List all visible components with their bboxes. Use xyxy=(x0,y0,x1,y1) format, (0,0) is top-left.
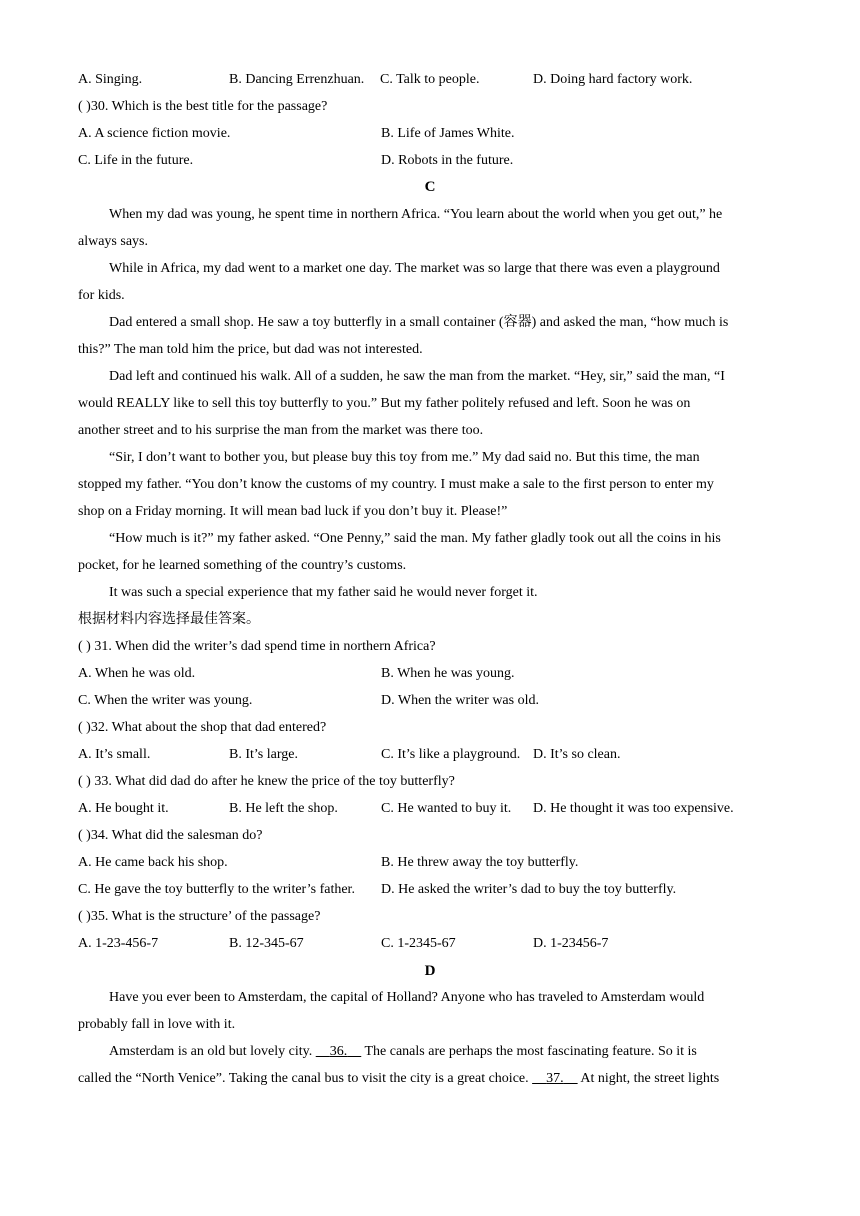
q31-option-d: D. When the writer was old. xyxy=(381,693,539,708)
q33-option-a: A. He bought it. xyxy=(78,801,169,816)
section-c-heading: C xyxy=(424,179,436,195)
passage-c-line: for kids. xyxy=(78,288,125,303)
q29-option-a: A. Singing. xyxy=(78,72,143,87)
q35-question: ( )35. What is the structure’ of the passage? xyxy=(78,909,321,924)
passage-c-line: “How much is it?” my father asked. “One Penny,” said the man. My father gladly took out all the coins in his xyxy=(109,531,721,546)
q34-option-a: A. He came back his shop. xyxy=(78,855,228,870)
q34-question: ( )34. What did the salesman do? xyxy=(78,828,263,843)
passage-d-line: Have you ever been to Amsterdam, the capital of Holland? Anyone who has traveled to Amsterdam would xyxy=(109,990,705,1005)
q33-option-d: D. He thought it was too expensive. xyxy=(533,801,734,816)
passage-c-line: When my dad was young, he spent time in northern Africa. “You learn about the world when you get out,” he xyxy=(109,207,723,222)
q32-option-d: D. It’s so clean. xyxy=(533,747,621,762)
section-d-heading: D xyxy=(424,963,436,979)
passage-d-line: probably fall in love with it. xyxy=(78,1017,236,1032)
blank-37[interactable] xyxy=(532,1071,578,1086)
q29-option-d: D. Doing hard factory work. xyxy=(533,72,693,87)
passage-d-text: called the “North Venice”. Taking the canal bus to visit the city is a great choice. xyxy=(78,1071,529,1086)
passage-c-line: stopped my father. “You don’t know the customs of my country. I must make a sale to the first person to enter my xyxy=(78,477,714,492)
instruction-text: 根据材料内容选择最佳答案。 xyxy=(78,612,260,627)
q35-option-d: D. 1-23456-7 xyxy=(533,936,609,951)
passage-c-line: Dad left and continued his walk. All of a sudden, he saw the man from the market. “Hey, sir,” said the man, “I xyxy=(109,369,725,384)
q33-option-c: C. He wanted to buy it. xyxy=(381,801,512,816)
passage-d-line xyxy=(78,1042,782,1062)
passage-c-line: Dad entered a small shop. He saw a toy butterfly in a small container (容器) and asked the man, “how much is xyxy=(109,315,729,330)
q35-option-b: B. 12-345-67 xyxy=(229,936,304,951)
q33-option-b: B. He left the shop. xyxy=(229,801,338,816)
q30-option-d: D. Robots in the future. xyxy=(381,153,514,168)
passage-c-line: It was such a special experience that my father said he would never forget it. xyxy=(109,585,538,600)
q30-option-b: B. Life of James White. xyxy=(381,126,515,141)
q35-option-a: A. 1-23-456-7 xyxy=(78,936,159,951)
q35-option-c: C. 1-2345-67 xyxy=(381,936,456,951)
passage-c-line: “Sir, I don’t want to bother you, but please buy this toy from me.” My dad said no. But this time, the man xyxy=(109,450,700,465)
q33-question: ( ) 33. What did dad do after he knew the price of the toy butterfly? xyxy=(78,774,455,789)
q32-option-a: A. It’s small. xyxy=(78,747,151,762)
q29-option-b: B. Dancing Errenzhuan. xyxy=(229,72,365,87)
q34-option-b: B. He threw away the toy butterfly. xyxy=(381,855,579,870)
q30-option-c: C. Life in the future. xyxy=(78,153,194,168)
blank-36-number: 36. xyxy=(329,1044,348,1059)
q34-option-c: C. He gave the toy butterfly to the writer’s father. xyxy=(78,882,355,897)
passage-d-text: At night, the street lights xyxy=(580,1071,720,1086)
passage-c-line: While in Africa, my dad went to a market one day. The market was so large that there was even a playground xyxy=(109,261,720,276)
q31-option-c: C. When the writer was young. xyxy=(78,693,253,708)
q31-question: ( ) 31. When did the writer’s dad spend time in northern Africa? xyxy=(78,639,436,654)
q31-option-b: B. When he was young. xyxy=(381,666,515,681)
passage-d-text: The canals are perhaps the most fascinating feature. So it is xyxy=(364,1044,697,1059)
q32-option-b: B. It’s large. xyxy=(229,747,298,762)
passage-d-line xyxy=(78,1069,782,1089)
q29-option-c: C. Talk to people. xyxy=(380,72,480,87)
q31-option-a: A. When he was old. xyxy=(78,666,196,681)
passage-c-line: this?” The man told him the price, but dad was not interested. xyxy=(78,342,423,357)
passage-d-text: Amsterdam is an old but lovely city. xyxy=(109,1044,313,1059)
blank-36[interactable] xyxy=(316,1044,362,1059)
passage-c-line: would REALLY like to sell this toy butterfly to you.” But my father politely refused and left. Soon he was on xyxy=(78,396,691,411)
q30-option-a: A. A science fiction movie. xyxy=(78,126,231,141)
blank-37-number: 37. xyxy=(546,1071,564,1086)
q34-option-d: D. He asked the writer’s dad to buy the toy butterfly. xyxy=(381,882,677,897)
q32-question: ( )32. What about the shop that dad entered? xyxy=(78,720,327,735)
passage-c-line: pocket, for he learned something of the country’s customs. xyxy=(78,558,407,573)
q32-option-c: C. It’s like a playground. xyxy=(381,747,521,762)
passage-c-line: another street and to his surprise the man from the market was there too. xyxy=(78,423,484,438)
passage-c-line: always says. xyxy=(78,234,148,249)
q30-question: ( )30. Which is the best title for the passage? xyxy=(78,99,328,114)
passage-c-line: shop on a Friday morning. It will mean bad luck if you don’t buy it. Please!” xyxy=(78,504,508,519)
